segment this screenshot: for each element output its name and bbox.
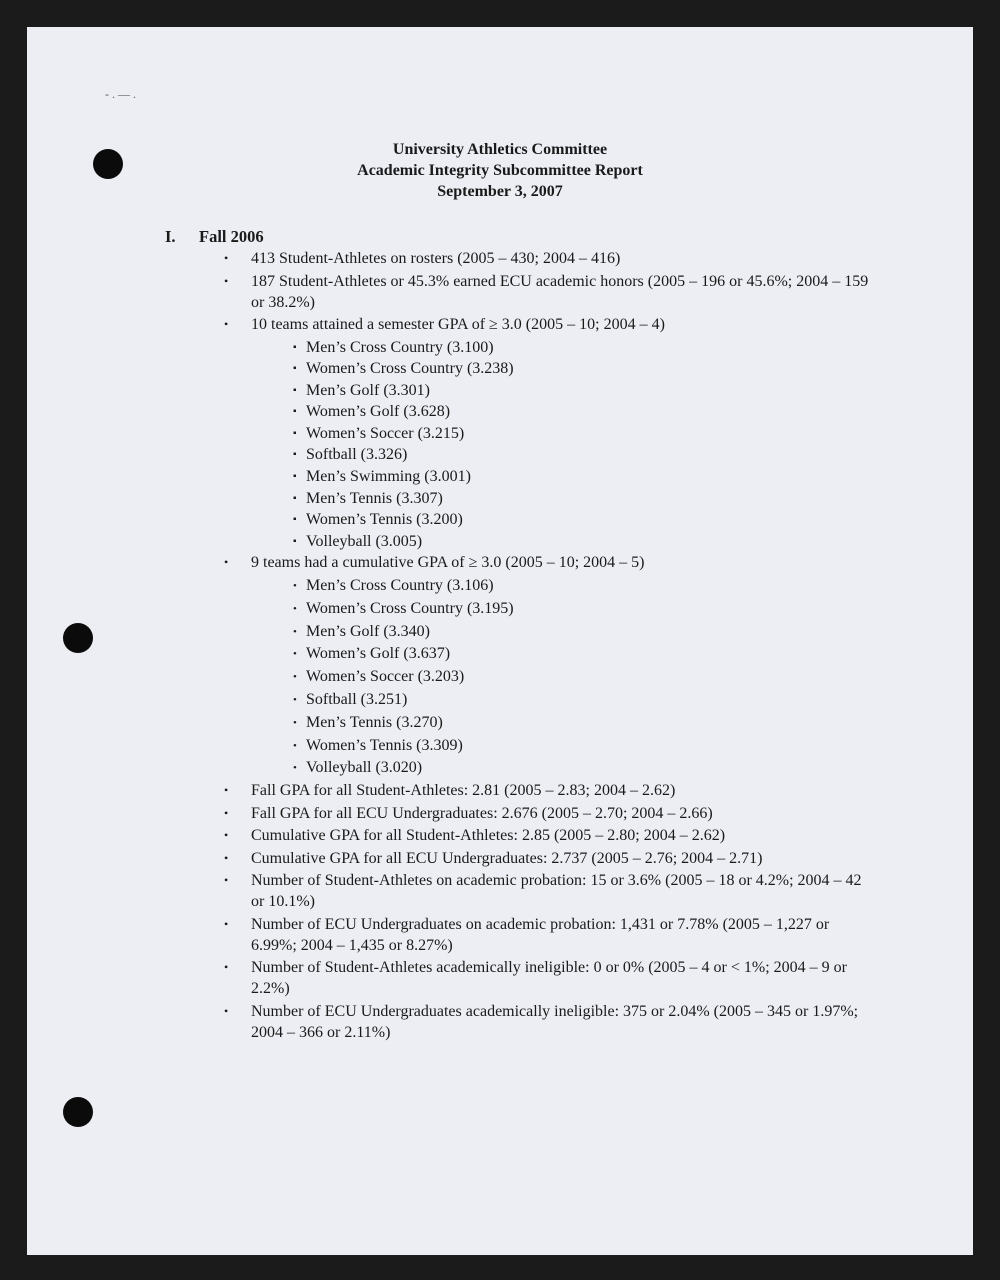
sub-list-item bbox=[27, 735, 973, 758]
bullet-icon: • bbox=[224, 1003, 229, 1018]
bullet-icon: • bbox=[224, 273, 229, 288]
bullet-icon: • bbox=[224, 251, 229, 265]
square-bullet-icon: ▪ bbox=[293, 341, 297, 353]
team-text: Volleyball (3.020) bbox=[306, 759, 423, 777]
team-text: Men’s Golf (3.301) bbox=[306, 381, 430, 399]
report-title: Academic Integrity Subcommittee Report bbox=[357, 162, 643, 179]
team-text: Softball (3.251) bbox=[306, 690, 408, 708]
section-number: I. bbox=[165, 227, 176, 246]
item-text: Number of ECU Undergraduates academically ineligible: 375 or 2.04% (2005 – 345 or 1.97%; 2004 – 366 or 2.11%) bbox=[251, 1002, 859, 1041]
sub-list-item bbox=[27, 401, 973, 423]
item-text: Number of Student-Athletes on academic probation: 15 or 3.6% (2005 – 18 or 4.2%; 2004 – 42 or 10.1%) bbox=[251, 872, 862, 911]
list-item bbox=[27, 780, 871, 801]
bullet-icon: • bbox=[293, 739, 297, 752]
sub-list-item bbox=[27, 666, 973, 689]
item-text: Fall GPA for all Student-Athletes: 2.81 (2005 – 2.83; 2004 – 2.62) bbox=[251, 782, 676, 800]
sub-list-item bbox=[27, 358, 973, 380]
square-bullet-icon: ▪ bbox=[293, 384, 297, 396]
square-bullet-icon: ▪ bbox=[293, 492, 297, 504]
section-content bbox=[27, 248, 973, 1044]
team-text: Men’s Tennis (3.307) bbox=[306, 489, 443, 507]
pen-mark: - . — . bbox=[105, 87, 136, 101]
sub-list-item bbox=[27, 488, 973, 510]
list-item bbox=[27, 848, 871, 869]
team-text: Women’s Soccer (3.215) bbox=[306, 424, 465, 442]
bullet-icon: • bbox=[293, 625, 297, 638]
sub-list-item bbox=[27, 444, 973, 466]
square-bullet-icon: ▪ bbox=[293, 363, 297, 375]
bullet-icon: • bbox=[224, 916, 229, 931]
bullet-icon: • bbox=[224, 960, 229, 975]
bullet-icon: • bbox=[224, 317, 229, 331]
team-text: Women’s Soccer (3.203) bbox=[306, 668, 465, 686]
team-text: Softball (3.326) bbox=[306, 446, 408, 464]
bullet-icon: • bbox=[293, 693, 297, 706]
team-text: Men’s Golf (3.340) bbox=[306, 622, 430, 640]
item-text: 9 teams had a cumulative GPA of ≥ 3.0 (2005 – 10; 2004 – 5) bbox=[251, 554, 645, 572]
sub-list-item bbox=[27, 575, 973, 598]
sub-list-item bbox=[27, 531, 973, 553]
sub-list-item bbox=[27, 643, 973, 666]
item-text: Number of ECU Undergraduates on academic probation: 1,431 or 7.78% (2005 – 1,227 or 6.99%; 2004 – 1,435 or 8.27%) bbox=[251, 915, 830, 954]
committee-title: University Athletics Committee bbox=[392, 141, 608, 158]
square-bullet-icon: ▪ bbox=[293, 427, 297, 439]
list-item bbox=[27, 552, 871, 573]
sub-list-item bbox=[27, 466, 973, 488]
bullet-icon: • bbox=[224, 850, 229, 865]
cumulative-team-list bbox=[27, 575, 973, 780]
bullet-icon: • bbox=[293, 579, 297, 592]
section-title: Fall 2006 bbox=[199, 227, 264, 246]
sub-list-item bbox=[27, 423, 973, 445]
sub-list-item bbox=[27, 689, 973, 712]
square-bullet-icon: ▪ bbox=[293, 406, 297, 418]
bullet-icon: • bbox=[224, 555, 229, 570]
team-text: Men’s Swimming (3.001) bbox=[306, 468, 471, 486]
bullet-icon: • bbox=[293, 716, 297, 729]
team-text: Women’s Cross Country (3.195) bbox=[306, 599, 514, 617]
sub-list-item bbox=[27, 598, 973, 621]
report-header bbox=[27, 139, 973, 202]
document-page bbox=[27, 27, 973, 1255]
bullet-icon: • bbox=[293, 602, 297, 615]
list-item bbox=[27, 803, 871, 824]
list-item bbox=[27, 248, 871, 269]
team-text: Women’s Golf (3.637) bbox=[306, 645, 451, 663]
item-text: Cumulative GPA for all Student-Athletes: 2.85 (2005 – 2.80; 2004 – 2.62) bbox=[251, 827, 726, 845]
square-bullet-icon: ▪ bbox=[293, 471, 297, 483]
section-heading bbox=[165, 227, 264, 247]
sub-list-item bbox=[27, 712, 973, 735]
bullet-icon: • bbox=[224, 828, 229, 843]
square-bullet-icon: ▪ bbox=[293, 449, 297, 461]
team-text: Women’s Tennis (3.200) bbox=[306, 511, 463, 529]
bullet-icon: • bbox=[293, 648, 297, 661]
item-text: 187 Student-Athletes or 45.3% earned ECU academic honors (2005 – 196 or 45.6%; 2004 – 159 or 38.2%) bbox=[251, 272, 869, 311]
item-text: Fall GPA for all ECU Undergraduates: 2.676 (2005 – 2.70; 2004 – 2.66) bbox=[251, 804, 713, 822]
team-text: Women’s Golf (3.628) bbox=[306, 403, 451, 421]
team-text: Women’s Tennis (3.309) bbox=[306, 736, 463, 754]
sub-list-item bbox=[27, 380, 973, 402]
sub-list-item bbox=[27, 509, 973, 531]
sub-list-item bbox=[27, 337, 973, 359]
bullet-icon: • bbox=[293, 762, 297, 775]
punch-hole-bottom bbox=[63, 1097, 93, 1127]
team-text: Women’s Cross Country (3.238) bbox=[306, 360, 514, 378]
item-text: 10 teams attained a semester GPA of ≥ 3.0 (2005 – 10; 2004 – 4) bbox=[251, 316, 665, 333]
square-bullet-icon: ▪ bbox=[293, 514, 297, 526]
bullet-icon: • bbox=[224, 783, 229, 798]
list-item bbox=[27, 957, 871, 999]
team-text: Men’s Cross Country (3.100) bbox=[306, 338, 494, 356]
sub-list-item bbox=[27, 757, 973, 780]
team-text: Volleyball (3.005) bbox=[306, 532, 423, 550]
list-item bbox=[27, 914, 871, 956]
bullet-icon: • bbox=[224, 805, 229, 820]
list-item bbox=[27, 271, 871, 313]
item-text: Number of Student-Athletes academically ineligible: 0 or 0% (2005 – 4 or < 1%; 2004 – 9 or 2.2%) bbox=[251, 959, 847, 998]
list-item bbox=[27, 314, 871, 335]
list-item bbox=[27, 825, 871, 846]
sub-list-item bbox=[27, 621, 973, 644]
list-item bbox=[27, 1001, 871, 1043]
list-item bbox=[27, 870, 871, 912]
square-bullet-icon: ▪ bbox=[293, 535, 297, 547]
bullet-icon: • bbox=[293, 671, 297, 684]
report-date: September 3, 2007 bbox=[437, 183, 563, 200]
bullet-icon: • bbox=[224, 873, 229, 888]
item-text: 413 Student-Athletes on rosters (2005 – 430; 2004 – 416) bbox=[251, 250, 621, 267]
team-text: Men’s Tennis (3.270) bbox=[306, 713, 443, 731]
item-text: Cumulative GPA for all ECU Undergraduates: 2.737 (2005 – 2.76; 2004 – 2.71) bbox=[251, 849, 763, 867]
team-text: Men’s Cross Country (3.106) bbox=[306, 576, 494, 594]
semester-team-list bbox=[27, 337, 973, 553]
